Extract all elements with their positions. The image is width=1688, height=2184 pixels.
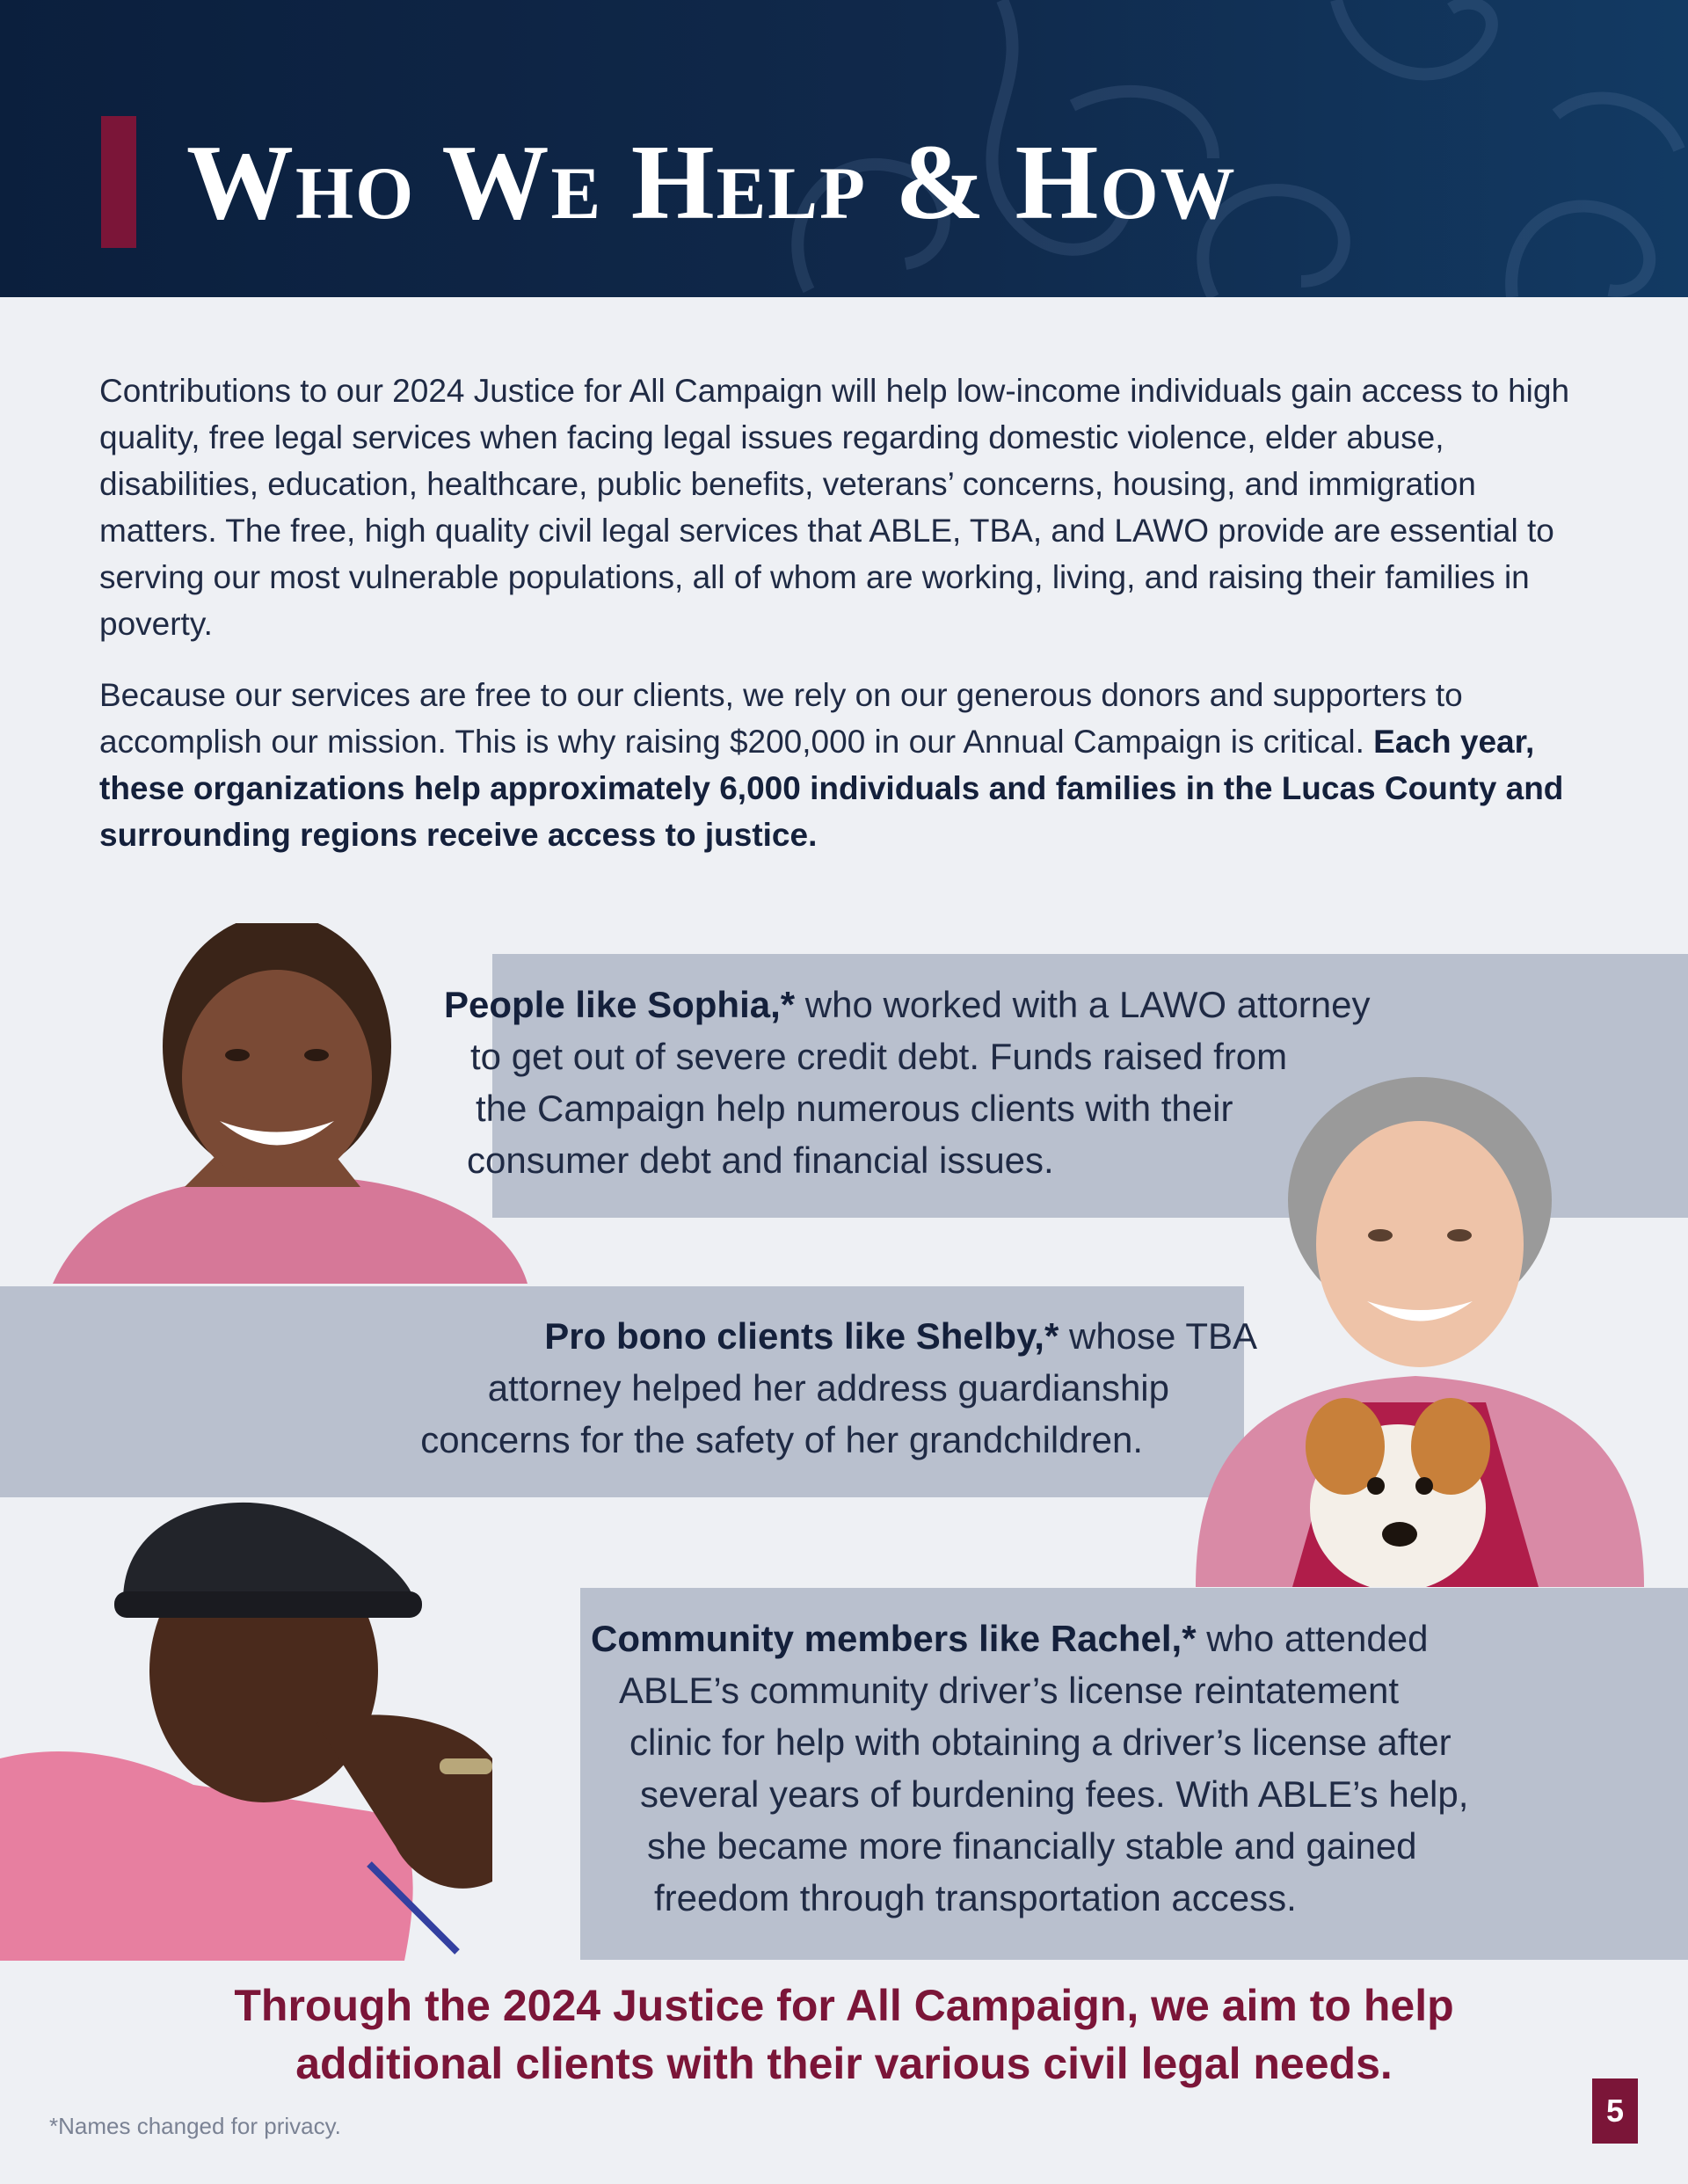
intro-section (99, 368, 1594, 883)
story-line: several years of burdening fees. With ABLE’s help, (640, 1773, 1469, 1815)
story-line: consumer debt and financial issues. (467, 1139, 1054, 1181)
story-shelby (0, 1310, 1257, 1466)
page-number: 5 (1592, 2078, 1638, 2144)
story-line: Pro bono clients like Shelby,* whose TBA (544, 1315, 1257, 1357)
closing-line-1: Through the 2024 Justice for All Campaign, we aim to help (234, 1981, 1454, 2030)
story-rachel (591, 1613, 1468, 1924)
story-line: Community members like Rachel,* who attended (591, 1618, 1429, 1659)
story-line: People like Sophia,* who worked with a LAWO attorney (444, 984, 1371, 1025)
closing-line-2: additional clients with their various civil legal needs. (295, 2039, 1393, 2088)
story-line: to get out of severe credit debt. Funds raised from (470, 1036, 1288, 1077)
story-line: clinic for help with obtaining a driver’s license after (629, 1722, 1452, 1763)
title-accent-bar (101, 116, 136, 248)
story-line: freedom through transportation access. (654, 1877, 1297, 1918)
intro-paragraph-2 (99, 672, 1594, 858)
story-lead: Community members like Rachel,* (591, 1618, 1197, 1659)
photo-rachel (0, 1495, 615, 1961)
page-header (0, 0, 1688, 297)
closing-statement (0, 1977, 1688, 2093)
story-line: ABLE’s community driver’s license reintatement (619, 1670, 1400, 1711)
story-line: concerns for the safety of her grandchildren. (420, 1419, 1143, 1460)
story-line: attorney helped her address guardianship (487, 1367, 1169, 1409)
intro-paragraph-2-highlight: Each year, these organizations help approximately 6,000 individuals and families in the Lucas County and surrounding regions receive access to justice. (99, 724, 1564, 853)
page-title: Who We Help & How (186, 123, 1237, 242)
story-line: the Campaign help numerous clients with their (476, 1088, 1233, 1129)
story-lead: People like Sophia,* (444, 984, 796, 1025)
story-line: she became more financially stable and gained (647, 1825, 1417, 1867)
footnote: *Names changed for privacy. (49, 2113, 341, 2139)
intro-paragraph-2-text: Because our services are free to our clients, we rely on our generous donors and supporters to accomplish our mission. This is why raising $200,000 in our Annual Campaign is critical. (99, 677, 1463, 760)
intro-paragraph-1: Contributions to our 2024 Justice for All Campaign will help low-income individuals gain access to high quality, free legal services when facing legal issues regarding domestic violence, elder abuse, disabilities, education, healthcare, public benefits, veterans’ concerns, housing, and immigration matters. The free, high quality civil legal services that ABLE, TBA, and LAWO provide are essential to serving our most vulnerable populations, all of whom are working, living, and raising their families in poverty. (99, 373, 1570, 642)
story-sophia (444, 979, 1371, 1186)
story-lead: Pro bono clients like Shelby,* (544, 1315, 1059, 1357)
